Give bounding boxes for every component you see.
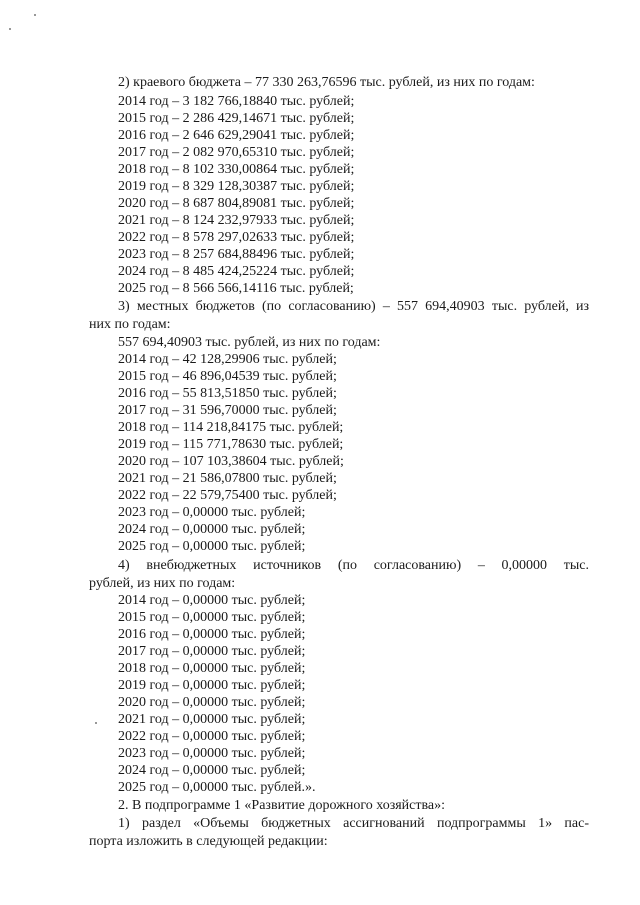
section3-year-2018: 2018 год – 114 218,84175 тыс. рублей; xyxy=(118,420,344,435)
section2-year-2022: 2022 год – 8 578 297,02633 тыс. рублей; xyxy=(118,230,355,245)
section2-header: 2) краевого бюджета – 77 330 263,76596 тыс. рублей, из них по годам: xyxy=(118,75,535,90)
section2-year-2015: 2015 год – 2 286 429,14671 тыс. рублей; xyxy=(118,111,355,126)
section4-year-2015: 2015 год – 0,00000 тыс. рублей; xyxy=(118,610,306,625)
section3-year-2019: 2019 год – 115 771,78630 тыс. рублей; xyxy=(118,437,344,452)
section3-year-2016: 2016 год – 55 813,51850 тыс. рублей; xyxy=(118,386,337,401)
section3-year-2017: 2017 год – 31 596,70000 тыс. рублей; xyxy=(118,403,337,418)
section2-year-2025: 2025 год – 8 566 566,14116 тыс. рублей; xyxy=(118,281,354,296)
section4-year-2017: 2017 год – 0,00000 тыс. рублей; xyxy=(118,644,306,659)
scan-speck xyxy=(95,722,97,724)
section3-year-2015: 2015 год – 46 896,04539 тыс. рублей; xyxy=(118,369,337,384)
section3-line2: них по годам: xyxy=(89,317,171,332)
section4-year-2025: 2025 год – 0,00000 тыс. рублей.». xyxy=(118,780,316,795)
scan-speck xyxy=(9,28,11,30)
section3-year-2014: 2014 год – 42 128,29906 тыс. рублей; xyxy=(118,352,337,367)
section2-year-2023: 2023 год – 8 257 684,88496 тыс. рублей; xyxy=(118,247,355,262)
section3-year-2021: 2021 год – 21 586,07800 тыс. рублей; xyxy=(118,471,337,486)
section2-year-2016: 2016 год – 2 646 629,29041 тыс. рублей; xyxy=(118,128,355,143)
section2-year-2019: 2019 год – 8 329 128,30387 тыс. рублей; xyxy=(118,179,355,194)
section4-year-2022: 2022 год – 0,00000 тыс. рублей; xyxy=(118,729,306,744)
section3-year-2020: 2020 год – 107 103,38604 тыс. рублей; xyxy=(118,454,344,469)
section4-line2: рублей, из них по годам: xyxy=(89,576,236,591)
section4-year-2016: 2016 год – 0,00000 тыс. рублей; xyxy=(118,627,306,642)
section4-year-2014: 2014 год – 0,00000 тыс. рублей; xyxy=(118,593,306,608)
section3-year-2022: 2022 год – 22 579,75400 тыс. рублей; xyxy=(118,488,337,503)
section3-year-2023: 2023 год – 0,00000 тыс. рублей; xyxy=(118,505,306,520)
section2-year-2017: 2017 год – 2 082 970,65310 тыс. рублей; xyxy=(118,145,355,160)
item2-sub-line1: 1) раздел «Объемы бюджетных ассигнований подпрограммы 1» пас- xyxy=(118,816,589,831)
section2-year-2024: 2024 год – 8 485 424,25224 тыс. рублей; xyxy=(118,264,355,279)
section4-year-2021: 2021 год – 0,00000 тыс. рублей; xyxy=(118,712,306,727)
section4-year-2018: 2018 год – 0,00000 тыс. рублей; xyxy=(118,661,306,676)
section4-line1: 4) внебюджетных источников (по согласованию) – 0,00000 тыс. xyxy=(118,558,589,573)
section4-year-2023: 2023 год – 0,00000 тыс. рублей; xyxy=(118,746,306,761)
section2-year-2021: 2021 год – 8 124 232,97933 тыс. рублей; xyxy=(118,213,355,228)
section2-year-2014: 2014 год – 3 182 766,18840 тыс. рублей; xyxy=(118,94,355,109)
section4-year-2020: 2020 год – 0,00000 тыс. рублей; xyxy=(118,695,306,710)
section4-year-2019: 2019 год – 0,00000 тыс. рублей; xyxy=(118,678,306,693)
item2-sub-line2: порта изложить в следующей редакции: xyxy=(89,834,328,849)
section2-year-2018: 2018 год – 8 102 330,00864 тыс. рублей; xyxy=(118,162,355,177)
section3-year-2025: 2025 год – 0,00000 тыс. рублей; xyxy=(118,539,306,554)
section4-year-2024: 2024 год – 0,00000 тыс. рублей; xyxy=(118,763,306,778)
section3-year-2024: 2024 год – 0,00000 тыс. рублей; xyxy=(118,522,306,537)
item2-heading: 2. В подпрограмме 1 «Развитие дорожного хозяйства»: xyxy=(118,798,446,813)
section2-year-2020: 2020 год – 8 687 804,89081 тыс. рублей; xyxy=(118,196,355,211)
scan-speck xyxy=(34,14,36,16)
section3-repeat: 557 694,40903 тыс. рублей, из них по годам: xyxy=(118,335,381,350)
section3-line1: 3) местных бюджетов (по согласованию) – 557 694,40903 тыс. рублей, из xyxy=(118,299,589,314)
